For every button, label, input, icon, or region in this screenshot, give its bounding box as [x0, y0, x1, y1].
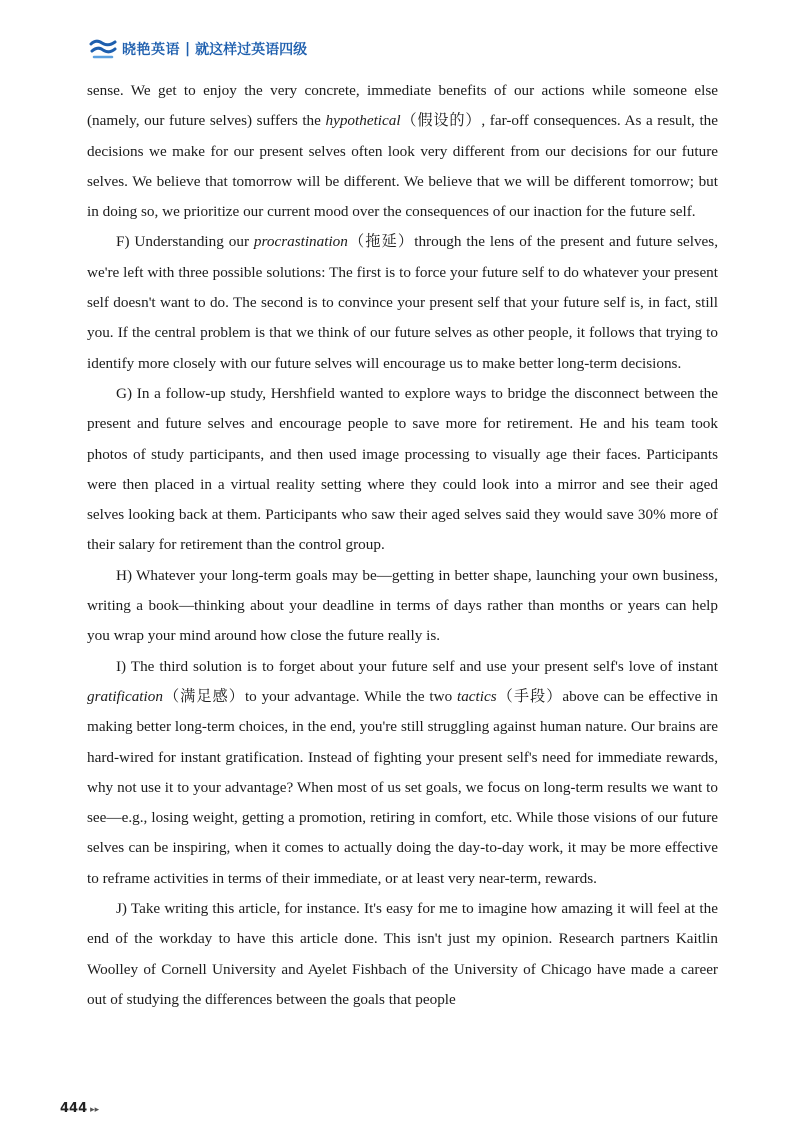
paragraph-f: F) Understanding our procrastination（拖延）through the lens of the present and future selves, we're left with three possible solutions: The first is to force your future self to do whatever your present self doesn't want to do. The second is to convince your present self that your future self is, in fact, still you. If the central problem is that we think of our future selves as other people, it follows that trying to identify more closely with our future selves will encourage us to make better long-term decisions. — [87, 233, 718, 372]
term-hypothetical: hypothetical — [325, 112, 401, 130]
page-arrows-icon: ▸▸ — [90, 1105, 100, 1115]
paragraph-j: J) Take writing this article, for instance. It's easy for me to imagine how amazing it will feel at the end of the workday to have this article done. This isn't just my opinion. Research partners Kaitlin Woolley of Cornell University and Ayelet Fishbach of the University of Chicago have made a career out of studying the differences between the goals that people — [87, 900, 718, 1008]
paragraph-h: H) Whatever your long-term goals may be—getting in better shape, launching your own business, writing a book—thinking about your deadline in terms of days rather than months or years can help you wrap your mind around how close the future really is. — [87, 566, 718, 645]
paragraph-i: I) The third solution is to forget about your future self and use your present self's love of instant gratification（满足感）to your advantage. While the two tactics（手段）above can be effective in making better long-term choices, in the end, you're still struggling against human nature. Our brains are hard-wired for instant gratification. Instead of fighting your present self's need for immediate rewards, why not use it to your advantage? When most of us set goals, we focus on long-term results we want to see—e.g., losing weight, getting a promotion, retiring in comfort, etc. While those visions of our future selves can be inspiring, when it comes to actually doing the day-to-day work, it may be more effective to reframe activities in terms of their immediate, or at least very near-term, rewards. — [87, 657, 718, 887]
article-body — [87, 76, 718, 1015]
term-gratification: gratification — [87, 687, 163, 705]
paragraph-e-continued: sense. We get to enjoy the very concrete, immediate benefits of our actions while someone else (namely, our future selves) suffers the hypothetical（假设的）, far-off consequences. As a result, the decisions we make for our present selves often look very different from our decisions for our future selves. We believe that tomorrow will be different. We believe that we will be different tomorrow; but in doing so, we prioritize our current mood over the consequences of our inaction for the future self. — [87, 82, 718, 221]
header-tagline: 就这样过英语四级 — [195, 42, 308, 58]
term-tactics: tactics — [456, 687, 497, 705]
brand-logo-icon — [88, 38, 118, 60]
brand-name: 晓艳英语 — [122, 42, 180, 58]
page-header — [88, 36, 307, 62]
page-number: 444 — [60, 1101, 88, 1116]
header-separator: | — [185, 41, 191, 57]
term-procrastination: procrastination — [253, 233, 348, 251]
paragraph-g: G) In a follow-up study, Hershfield wanted to explore ways to bridge the disconnect between the present and future selves and encourage people to save more for retirement. He and his team took photos of study participants, and then used image processing to visually age their faces. Participants were then placed in a virtual reality setting where they could look into a mirror and see their aged selves looking back at them. Participants who saw their aged selves said they would save 30% more of their salary for retirement than the control group. — [87, 384, 718, 554]
page-footer — [60, 1101, 99, 1116]
